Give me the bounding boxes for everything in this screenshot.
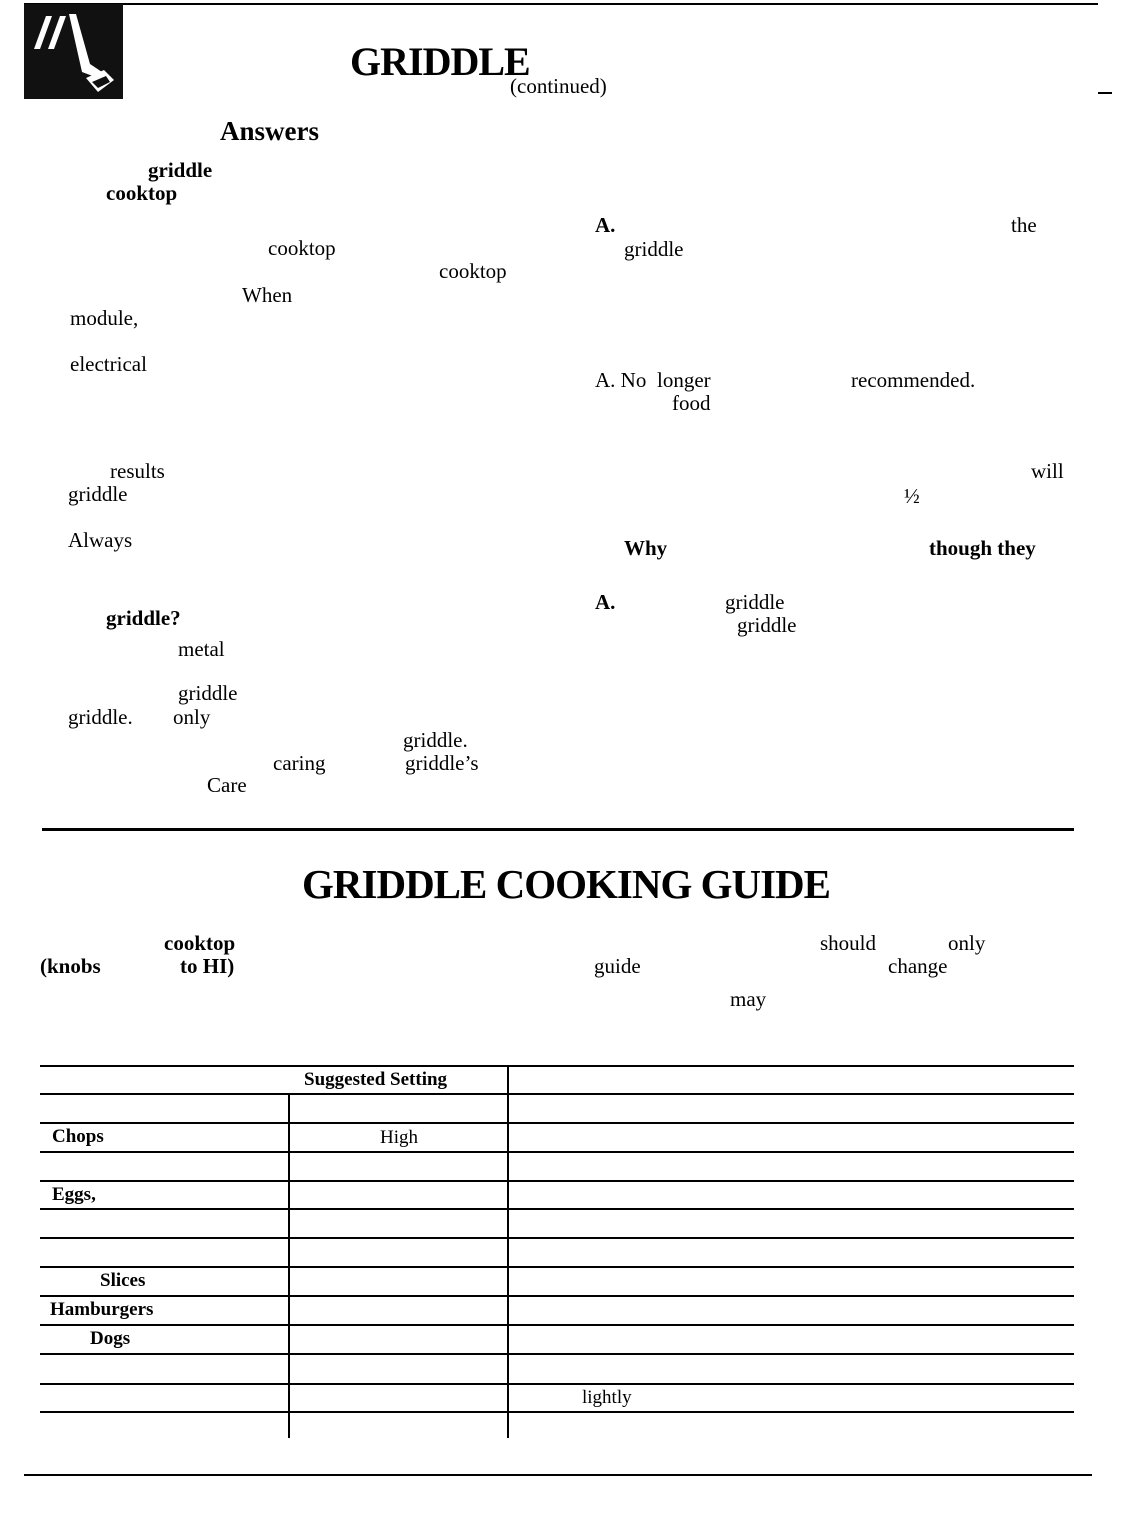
table-rule [40,1237,1074,1239]
table-rule [40,1411,1074,1413]
guide-intro-frag: should [820,931,877,955]
table-column-rule [288,1095,290,1438]
qa-left-frag: griddle [178,681,238,705]
qa-left-frag: When [242,283,293,307]
qa-right-frag: A. No [595,368,647,392]
qa-left-frag: griddle? [106,606,181,630]
page-subtitle: (continued) [510,74,607,98]
qa-right-frag: ½ [904,484,920,508]
qa-left-frag: griddle. [68,705,133,729]
table-food-cell: Chops [52,1126,104,1147]
qa-heading: Answers [220,116,319,146]
qa-left-frag: metal [178,637,225,661]
qa-right-frag: Why [624,536,668,560]
corner-dash [1098,92,1112,94]
qa-right-frag: griddle [624,237,684,261]
qa-right-frag: A. [595,213,616,237]
table-rule [40,1093,1074,1095]
guide-intro-frag: only [948,931,986,955]
table-food-cell: Eggs, [52,1184,96,1205]
qa-left-frag: griddle’s [405,751,479,775]
qa-left-frag: Always [68,528,133,552]
qa-left-frag: griddle [68,482,128,506]
table-rule [40,1180,1074,1182]
qa-right-frag: A. [595,590,616,614]
table-rule [40,1383,1074,1385]
guide-intro-frag: change [888,954,948,978]
table-rule [40,1324,1074,1326]
qa-left-frag: griddle [148,158,213,182]
guide-intro-frag: cooktop [164,931,236,955]
guide-intro-frag: guide [594,954,641,978]
qa-left-frag: electrical [70,352,147,376]
guide-intro-frag: (knobs [40,954,101,978]
table-rule [40,1122,1074,1124]
hand-pointing-icon [24,4,123,99]
qa-left-frag: cooktop [268,236,336,260]
qa-left-frag: Care [207,773,247,797]
qa-left-frag: griddle. [403,728,468,752]
table-column-rule [507,1067,509,1438]
qa-right-frag: longer [657,368,711,392]
qa-right-frag: recommended. [851,368,976,392]
top-rule [24,3,1098,5]
table-food-cell: Hamburgers [50,1299,154,1320]
table-rule [40,1266,1074,1268]
table-food-cell: Dogs [90,1328,131,1349]
table-rule [40,1065,1074,1067]
guide-intro-frag: to HI) [180,954,235,978]
guide-title: GRIDDLE COOKING GUIDE [302,861,831,907]
table-header-setting: Suggested Setting [304,1069,448,1090]
qa-right-frag: though they [929,536,1036,560]
qa-left-frag: cooktop [439,259,507,283]
table-rule [40,1353,1074,1355]
qa-left-frag: results [110,459,165,483]
qa-left-frag: only [173,705,211,729]
table-rule [40,1151,1074,1153]
qa-right-frag: the [1011,213,1037,237]
qa-right-frag: will [1031,459,1064,483]
table-food-cell: Slices [100,1270,146,1291]
qa-left-frag: module, [70,306,139,330]
section-divider [42,828,1074,831]
qa-left-frag: caring [273,751,326,775]
table-rule [40,1208,1074,1210]
table-setting-cell: High [380,1127,418,1148]
qa-left-frag: cooktop [106,181,178,205]
page-title: GRIDDLE [350,39,530,84]
footer-rule [24,1474,1092,1476]
qa-right-frag: food [672,391,711,415]
qa-right-frag: griddle [725,590,785,614]
qa-right-frag: griddle [737,613,797,637]
table-note-cell: lightly [582,1387,632,1408]
guide-intro-frag: may [730,987,767,1011]
table-rule [40,1295,1074,1297]
